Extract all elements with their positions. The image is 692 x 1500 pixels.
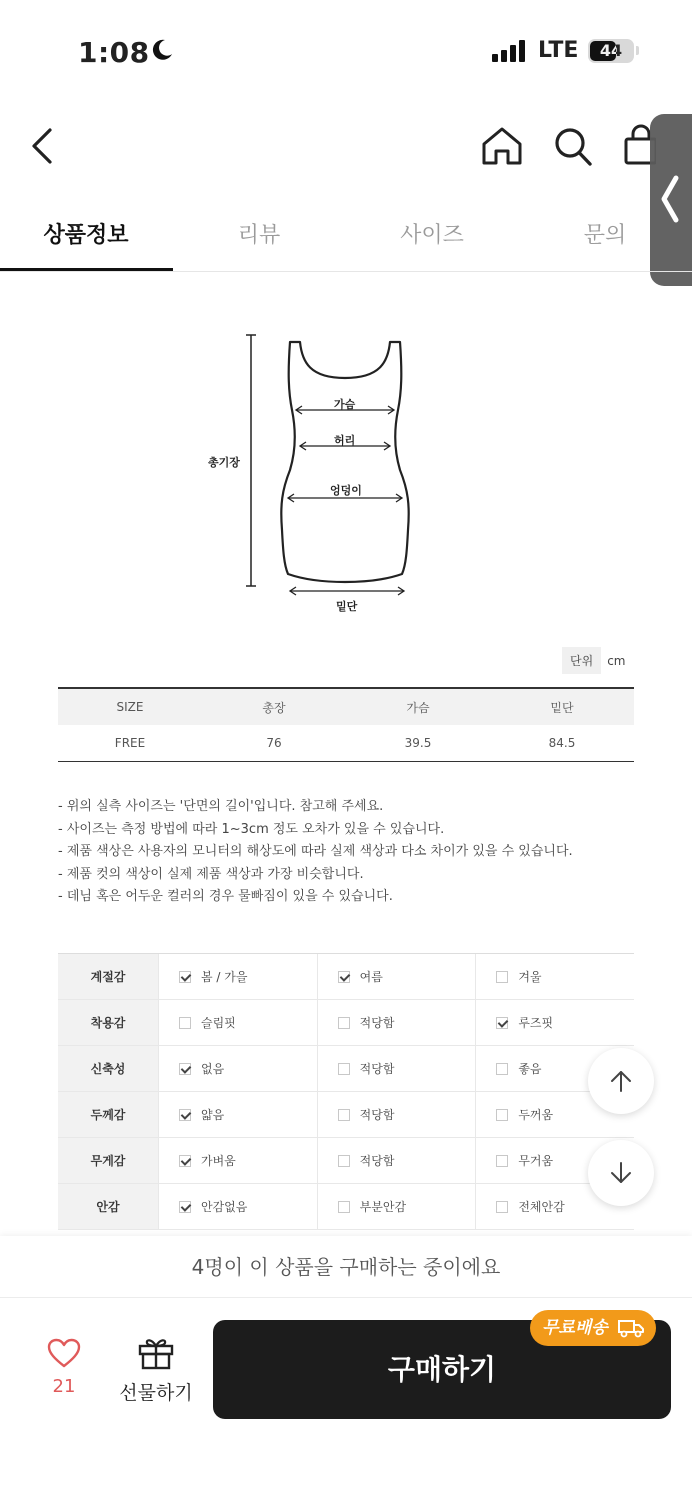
size-table <box>58 687 634 762</box>
attribute-option-label: 적당함 <box>359 1154 395 1168</box>
attribute-option-label: 겨울 <box>518 970 542 984</box>
unit-value: cm <box>607 654 626 668</box>
checkbox-empty-icon <box>496 1063 508 1075</box>
attribute-option-label: 여름 <box>359 970 383 984</box>
like-button[interactable] <box>40 1338 88 1397</box>
status-time: 1:08 <box>78 36 150 69</box>
arrow-down-icon <box>609 1161 633 1185</box>
size-diagram <box>210 330 440 620</box>
network-type: LTE <box>538 38 579 63</box>
note-item: - 데님 혹은 어두운 컬러의 경우 물빠짐이 있을 수 있습니다. <box>58 889 393 904</box>
checkbox-checked-icon <box>179 1155 191 1167</box>
checkbox-empty-icon <box>179 1017 191 1029</box>
size-cell: 84.5 <box>548 736 576 750</box>
attribute-label: 신축성 <box>58 1046 158 1091</box>
tab-size[interactable]: 사이즈 <box>400 223 464 248</box>
gift-button[interactable] <box>114 1336 198 1405</box>
bottom-purchase-bar <box>0 1236 692 1500</box>
attribute-option-label: 루즈핏 <box>518 1016 554 1030</box>
checkbox-empty-icon <box>338 1017 350 1029</box>
checkbox-checked-icon <box>179 1109 191 1121</box>
attribute-option-label: 부분안감 <box>359 1200 407 1214</box>
table-row <box>58 1000 634 1046</box>
size-cell: 76 <box>266 736 282 750</box>
attribute-option-label: 가벼움 <box>201 1154 236 1168</box>
scroll-top-button[interactable] <box>588 1048 654 1114</box>
attribute-option <box>158 954 317 999</box>
size-notes <box>58 796 658 909</box>
tab-reviews[interactable]: 리뷰 <box>237 223 281 248</box>
product-tabs <box>0 200 692 272</box>
attribute-option-label: 적당함 <box>359 1062 395 1076</box>
attribute-option <box>158 1138 317 1183</box>
diagram-label-waist: 허리 <box>334 434 356 447</box>
size-cell: FREE <box>114 736 146 750</box>
unit-indicator <box>562 647 631 675</box>
truck-icon <box>618 1318 644 1338</box>
tab-inquiry[interactable]: 문의 <box>583 223 627 248</box>
gift-icon <box>138 1336 174 1370</box>
search-icon[interactable] <box>552 124 594 168</box>
checkbox-empty-icon <box>338 1063 350 1075</box>
checkbox-empty-icon <box>496 1109 508 1121</box>
free-shipping-label: 무료배송 <box>542 1318 608 1338</box>
checkbox-empty-icon <box>496 1201 508 1213</box>
checkbox-empty-icon <box>496 971 508 983</box>
attribute-option <box>158 1092 317 1137</box>
checkbox-empty-icon <box>338 1109 350 1121</box>
attribute-option-label: 두꺼움 <box>518 1108 554 1122</box>
top-header <box>0 110 692 190</box>
battery-level: 44 <box>599 41 623 60</box>
note-item: - 제품 색상은 사용자의 모니터의 해상도에 따라 실제 색상과 다소 차이가 있을 수 있습니다. <box>58 844 573 859</box>
table-row <box>58 1092 634 1138</box>
scroll-bottom-button[interactable] <box>588 1140 654 1206</box>
checkbox-empty-icon <box>496 1155 508 1167</box>
attribute-option <box>158 1184 317 1229</box>
table-row <box>58 1046 634 1092</box>
attribute-label: 안감 <box>58 1184 158 1229</box>
attribute-option <box>317 1184 476 1229</box>
dress-diagram-icon <box>210 330 440 620</box>
tab-product-info[interactable]: 상품정보 <box>43 223 129 248</box>
diagram-label-hem: 밑단 <box>336 600 358 613</box>
diagram-label-length: 총기장 <box>208 456 240 469</box>
attribute-option <box>317 1046 476 1091</box>
size-header-cell: 총장 <box>262 700 286 715</box>
attribute-option-label: 얇음 <box>201 1108 225 1122</box>
attribute-option <box>158 1000 317 1045</box>
attribute-label: 착용감 <box>58 1000 158 1045</box>
checkbox-checked-icon <box>496 1017 508 1029</box>
free-shipping-badge <box>530 1310 656 1346</box>
buying-now-text: 4명이 이 상품을 구매하는 중이에요 <box>0 1236 692 1298</box>
diagram-label-chest: 가슴 <box>334 398 356 411</box>
buy-button[interactable]: 구매하기 <box>213 1320 671 1419</box>
attribute-option <box>317 1138 476 1183</box>
home-icon[interactable] <box>480 124 524 168</box>
attribute-option-label: 전체안감 <box>518 1200 565 1214</box>
attribute-option <box>158 1046 317 1091</box>
attribute-option-label: 적당함 <box>359 1108 395 1122</box>
table-row <box>58 1184 634 1230</box>
heart-icon <box>47 1338 81 1368</box>
attribute-option-label: 무거움 <box>518 1154 554 1168</box>
product-attribute-table <box>58 953 634 1230</box>
tab-active-indicator <box>0 268 173 271</box>
status-bar <box>0 0 692 100</box>
size-header-cell: 가슴 <box>406 700 430 715</box>
attribute-option <box>317 1092 476 1137</box>
attribute-option <box>317 1000 476 1045</box>
size-cell: 39.5 <box>404 736 432 750</box>
checkbox-checked-icon <box>179 971 191 983</box>
attribute-option-label: 슬림핏 <box>201 1016 236 1030</box>
note-item: - 제품 컷의 색상이 실제 제품 색상과 가장 비슷합니다. <box>58 866 364 882</box>
size-header-cell: 밑단 <box>550 700 574 715</box>
table-row <box>58 1138 634 1184</box>
checkbox-checked-icon <box>338 971 350 983</box>
attribute-option-label: 적당함 <box>359 1016 395 1030</box>
attribute-label: 무게감 <box>58 1138 158 1183</box>
checkbox-checked-icon <box>179 1201 191 1213</box>
checkbox-checked-icon <box>179 1063 191 1075</box>
attribute-option <box>317 954 476 999</box>
signal-icon <box>492 40 526 62</box>
table-row <box>58 954 634 1000</box>
attribute-option <box>475 1000 634 1045</box>
note-item: - 위의 실측 사이즈는 '단면의 길이'입니다. 참고해 주세요. <box>58 799 384 814</box>
attribute-option-label: 안감없음 <box>201 1200 248 1214</box>
attribute-label: 두께감 <box>58 1092 158 1137</box>
back-icon[interactable] <box>26 124 60 168</box>
table-row <box>58 725 634 761</box>
battery-icon <box>588 39 634 63</box>
checkbox-empty-icon <box>338 1155 350 1167</box>
size-header-cell: SIZE <box>116 700 144 714</box>
diagram-label-hip: 엉덩이 <box>330 484 362 497</box>
attribute-option-label: 봄 / 가을 <box>201 970 248 984</box>
note-item: - 사이즈는 측정 방법에 따라 1~3cm 정도 오차가 있을 수 있습니다. <box>58 821 445 837</box>
attribute-option-label: 좋음 <box>518 1062 542 1076</box>
attribute-option-label: 없음 <box>201 1062 225 1076</box>
size-table-header <box>58 689 634 725</box>
attribute-option <box>475 954 634 999</box>
gift-label: 선물하기 <box>119 1382 193 1404</box>
like-count: 21 <box>52 1376 76 1397</box>
moon-icon <box>150 38 174 62</box>
arrow-up-icon <box>609 1069 633 1093</box>
unit-label: 단위 <box>562 647 601 674</box>
battery-tip <box>636 46 639 55</box>
checkbox-empty-icon <box>338 1201 350 1213</box>
attribute-label: 계절감 <box>58 954 158 999</box>
